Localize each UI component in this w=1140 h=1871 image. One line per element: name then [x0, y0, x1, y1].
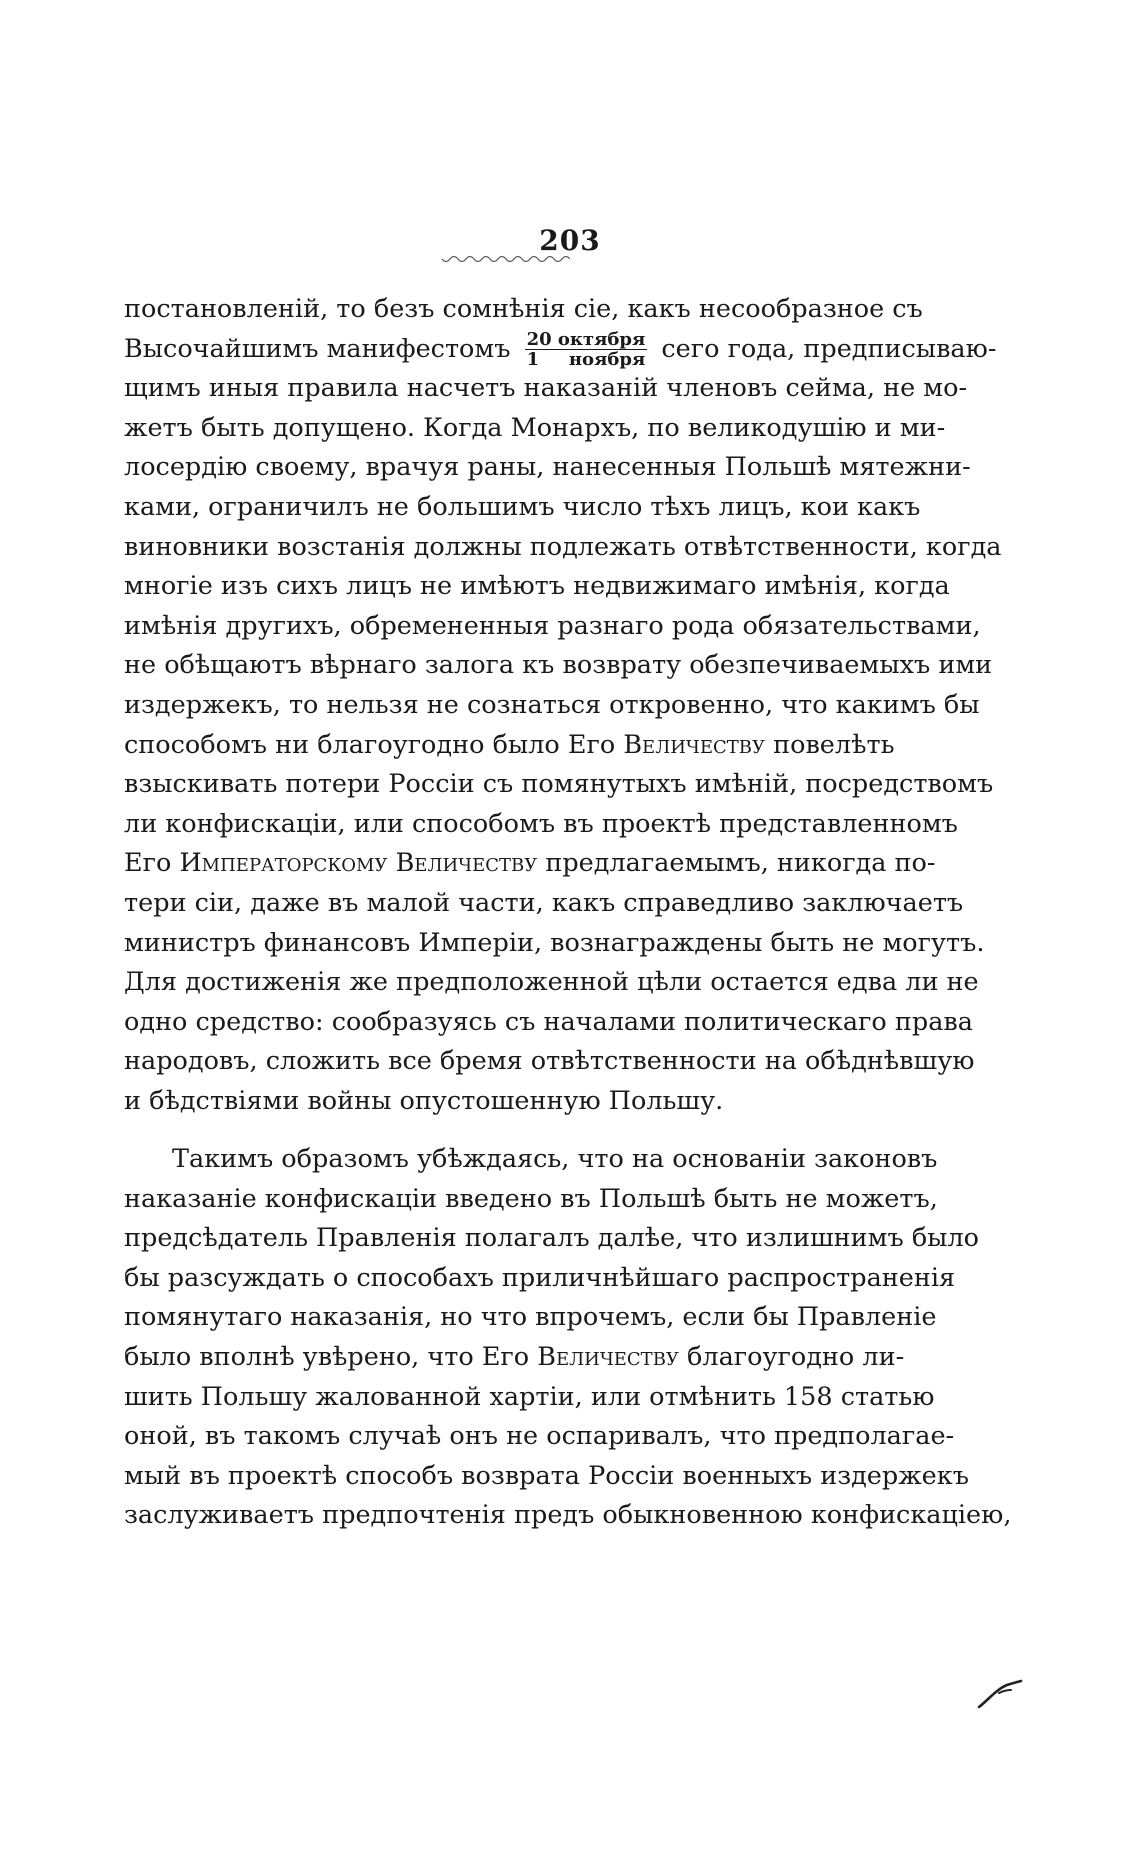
- text-line-with-date-fraction: [124, 329, 997, 371]
- text-fragment: способомъ ни благоугодно было Его: [124, 729, 616, 760]
- fraction-numerator: 20 октября: [526, 329, 646, 351]
- text-fragment: было вполнѣ увѣрено, что Его: [124, 1341, 530, 1372]
- text-fragment: повелѣть: [773, 729, 895, 760]
- text-line: [124, 1338, 905, 1378]
- text-line: постановленій, то безъ сомнѣнія сіе, какъ несообразное съ: [124, 294, 923, 324]
- text-line: мый въ проектѣ способъ возврата Россіи военныхъ издержекъ: [124, 1460, 969, 1491]
- text-line: шить Польшу жалованной хартіи, или отмѣнить 158 статью: [124, 1381, 935, 1412]
- text-line: Для достиженія же предположенной цѣли остается едва ли не: [124, 967, 979, 998]
- text-line: многіе изъ сихъ лицъ не имѣютъ недвижимаго имѣнія, когда: [124, 571, 950, 602]
- body-text: [124, 290, 1002, 1121]
- text-line: ками, ограничилъ не большимъ число тѣхъ лицъ, кои какъ: [124, 491, 921, 522]
- text-line: одно средство: сообразуясь съ началами политическаго права: [124, 1006, 973, 1037]
- text-line: народовъ, сложить все бремя отвѣтственности на обѣднѣвшую: [124, 1046, 975, 1077]
- text-line: ли конфискаціи, или способомъ въ проектѣ представленномъ: [124, 808, 958, 839]
- text-line: бы разсуждать о способахъ приличнѣйшаго распространенія: [124, 1262, 956, 1293]
- text-fragment: Его: [124, 848, 172, 879]
- text-fragment: Высочайшимъ манифестомъ: [124, 333, 511, 364]
- text-line: предсѣдатель Правленія полагалъ далѣе, что излишнимъ было: [124, 1223, 980, 1254]
- fraction-denominator: 1 ноября: [526, 349, 646, 371]
- text-line: наказаніе конфискаціи введено въ Польшѣ быть не можетъ,: [124, 1183, 938, 1214]
- text-line: не обѣщаютъ вѣрнаго залога къ возврату обезпечиваемыхъ ими: [124, 650, 993, 681]
- text-line: жетъ быть допущено. Когда Монархъ, по великодушію и ми-: [124, 412, 946, 443]
- date-fraction: [525, 330, 648, 369]
- paragraph-2: [124, 1140, 1012, 1536]
- text-line: издержекъ, то нельзя не сознаться откровенно, что какимъ бы: [124, 689, 980, 720]
- pen-stroke-mark-icon: [975, 1675, 1025, 1711]
- text-fragment: предлагаемымъ, никогда по-: [545, 848, 936, 879]
- text-line: имѣнія другихъ, обремененныя разнаго рода обязательствами,: [124, 610, 981, 641]
- text-line: помянутаго наказанія, но что впрочемъ, если бы Правленіе: [124, 1302, 937, 1333]
- text-fragment-small-caps: Императорскому Величеству: [179, 848, 538, 879]
- text-fragment-small-caps: Величеству: [537, 1341, 679, 1372]
- text-line: тери сіи, даже въ малой части, какъ справедливо заключаетъ: [124, 887, 964, 918]
- text-fragment-small-caps: Величеству: [623, 729, 765, 760]
- text-line: [124, 844, 936, 884]
- text-line: и бѣдствіями войны опустошенную Польшу.: [124, 1085, 724, 1116]
- text-line: [124, 726, 895, 766]
- decorative-rule-icon: [440, 256, 570, 266]
- text-line: виновники возстанія должны подлежать отвѣтственности, когда: [124, 531, 1002, 562]
- body-text-continued: [124, 1140, 1012, 1536]
- text-fragment: благоугодно ли-: [687, 1341, 905, 1372]
- text-fragment: сего года, предписываю-: [661, 333, 997, 364]
- page-number: 203: [539, 224, 601, 257]
- text-line: взыскивать потери Россіи съ помянутыхъ имѣній, посредствомъ: [124, 769, 994, 800]
- text-line: заслуживаетъ предпочтенія предъ обыкновенною конфискаціею,: [124, 1500, 1012, 1531]
- text-line: оной, въ такомъ случаѣ онъ не оспаривалъ, что предполагае-: [124, 1421, 955, 1452]
- paragraph-1: [124, 290, 1002, 1121]
- text-line: министръ финансовъ Имперіи, вознаграждены быть не могутъ.: [124, 927, 985, 958]
- text-line: Такимъ образомъ убѣждаясь, что на основаніи законовъ: [172, 1144, 938, 1174]
- text-line: щимъ иныя правила насчетъ наказаній членовъ сейма, не мо-: [124, 373, 968, 404]
- text-line: лосердію своему, врачуя раны, нанесенныя Польшѣ мятежни-: [124, 452, 971, 483]
